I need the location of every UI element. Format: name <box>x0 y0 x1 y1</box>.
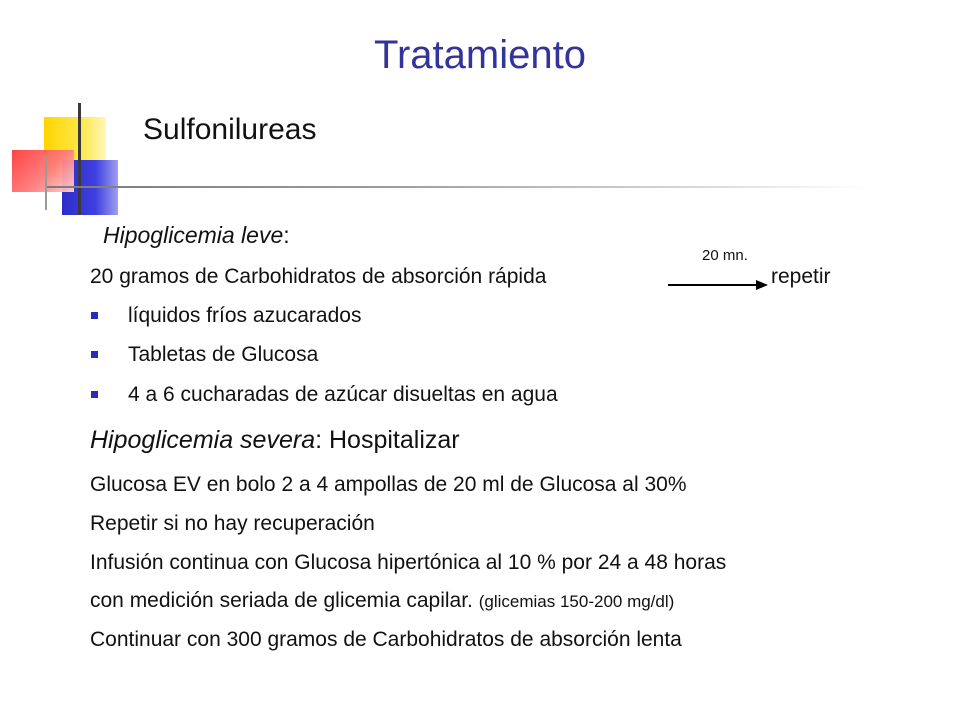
severe-heading <box>90 426 460 455</box>
vertical-line-secondary <box>45 155 47 210</box>
square-bullet-icon <box>91 391 98 398</box>
square-bullet-icon <box>91 312 98 319</box>
list-item: Tabletas de Glucosa <box>128 343 319 366</box>
severe-line: Glucosa EV en bolo 2 a 4 ampollas de 20 ml de Glucosa al 30% <box>90 473 687 496</box>
square-bullet-icon <box>91 351 98 358</box>
severe-line: Continuar con 300 gramos de Carbohidratos de absorción lenta <box>90 628 682 651</box>
severe-line: con medición seriada de glicemia capilar. <box>90 589 479 612</box>
slide-title: Tratamiento <box>374 33 586 77</box>
vertical-line <box>78 103 81 215</box>
severe-line-with-note <box>90 589 674 613</box>
list-item: 4 a 6 cucharadas de azúcar disueltas en agua <box>128 383 558 406</box>
mild-heading-text: Hipoglicemia leve <box>103 222 284 248</box>
mild-heading <box>103 222 290 249</box>
arrow-label: 20 mn. <box>702 247 748 264</box>
mild-intro: 20 gramos de Carbohidratos de absorción rápida <box>90 265 547 288</box>
repeat-text: repetir <box>771 265 831 288</box>
severe-line: Infusión continua con Glucosa hipertónica al 10 % por 24 a 48 horas <box>90 551 727 574</box>
right-arrow-icon <box>666 277 770 293</box>
severe-heading-rest: : Hospitalizar <box>315 426 460 454</box>
severe-line: Repetir si no hay recuperación <box>90 512 375 535</box>
slide-subtitle: Sulfonilureas <box>143 113 317 146</box>
header-divider <box>47 186 867 188</box>
severe-heading-text: Hipoglicemia severa <box>90 426 316 454</box>
list-item: líquidos fríos azucarados <box>128 304 362 327</box>
glycemia-note: (glicemias 150-200 mg/dl) <box>478 592 675 611</box>
mild-heading-punct: : <box>283 222 290 248</box>
